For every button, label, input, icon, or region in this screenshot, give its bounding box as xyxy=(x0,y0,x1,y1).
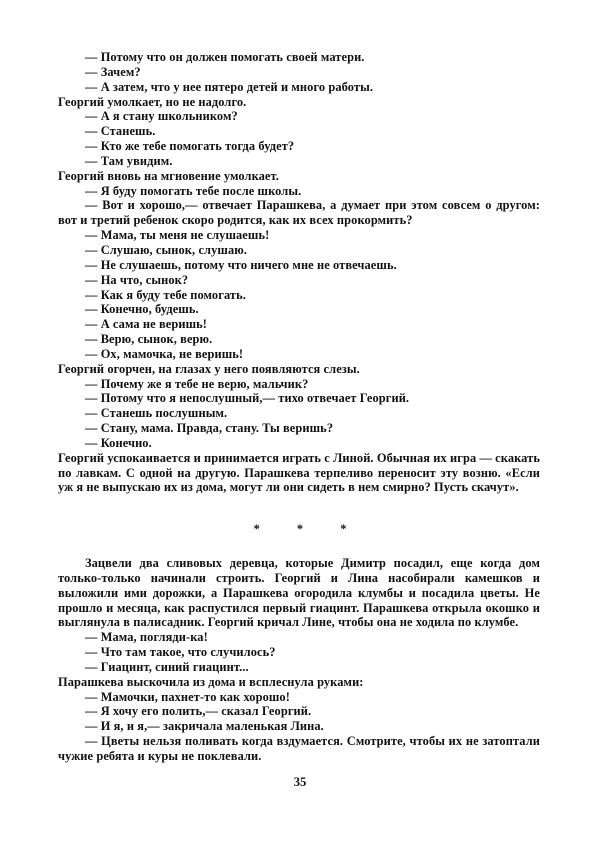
section-one-block-dialogue-17: — А сама не веришь! xyxy=(85,317,208,332)
section-two-block-dialogue-7: — И я, и я,— закричала маленькая Лина. xyxy=(85,719,324,734)
section-two-block-dialogue-5: — Мамочки, пахнет-то как хорошо! xyxy=(85,689,290,704)
section-two-block-dialogue-2: — Что там такое, что случилось? xyxy=(85,645,276,660)
section-one-block-dialogue-22: — Потому что я непослушный,— тихо отвечает Георгий. xyxy=(85,391,410,406)
page-number: 35 xyxy=(293,775,307,789)
section-one-block-dialogue-13: — Не слушаешь, потому что ничего мне не отвечаешь. xyxy=(85,257,397,272)
section-one-block-dialogue-para-10: — Вот и хорошо,— отвечает Парашкева, а думает при этом совсем о другом: вот и третий ребенок скоро родится, как их всех прокормить? xyxy=(58,198,540,228)
section-one-block-narrative-8: Георгий вновь на мгновение умолкает. xyxy=(58,168,279,183)
section-one-block-dialogue-0: — Потому что он должен помогать своей матери. xyxy=(85,50,365,64)
section-two-text-column xyxy=(58,556,540,764)
section-one-block-dialogue-9: — Я буду помогать тебе после школы. xyxy=(85,183,302,198)
section-one-block-narrative-para-26: Георгий успокаивается и принимается играть с Линой. Обычная их игра — скакать по лавкам. С одной на другую. Парашкева терпеливо переносит эту возню. «Если уж я не выпускаю их из дома, могут ли они сидеть в нем смирно? Пусть скачут». xyxy=(58,450,540,495)
section-two-block-narrative-4: Парашкева выскочила из дома и всплеснула руками: xyxy=(58,674,364,689)
section-one-block-dialogue-23: — Станешь послушным. xyxy=(85,406,228,421)
section-one-block-dialogue-16: — Конечно, будешь. xyxy=(85,302,199,317)
section-one-block-dialogue-24: — Стану, мама. Правда, стану. Ты веришь? xyxy=(85,421,334,436)
section-two-block-dialogue-6: — Я хочу его полить,— сказал Георгий. xyxy=(85,704,312,719)
section-one-block-dialogue-21: — Почему же я тебе не верю, мальчик? xyxy=(85,376,309,391)
section-two-block-dialogue-3: — Гиацинт, синий гиацинт... xyxy=(85,659,249,674)
section-two-block-dialogue-1: — Мама, погляди-ка! xyxy=(85,630,208,645)
section-one-block-dialogue-19: — Ох, мамочка, не веришь! xyxy=(85,346,244,361)
section-divider-asterisks: * * * xyxy=(253,522,364,536)
section-one-block-narrative-3: Георгий умолкает, но не надолго. xyxy=(58,94,247,109)
section-one-block-dialogue-25: — Конечно. xyxy=(85,435,152,450)
section-one-block-dialogue-7: — Там увидим. xyxy=(85,153,173,168)
section-one-text-column xyxy=(58,50,540,495)
section-one-block-dialogue-14: — На что, сынок? xyxy=(85,272,189,287)
section-two-block-narrative-para-indent-0: Зацвели два сливовых деревца, которые Димитр посадил, еще когда дом только-только начинали строить. Георгий и Лина насобирали камешков и выложили ими дорожки, а Парашкева огородила клумбы и посадила цветы. Не прошло и месяца, как распустился первый гиацинт. Парашкева открыла окошко и выглянула в палисадник. Георгий кричал Лине, чтобы она не ходила по клумбе. xyxy=(58,556,540,630)
section-one-block-dialogue-11: — Мама, ты меня не слушаешь! xyxy=(85,228,270,243)
section-one-block-dialogue-4: — А я стану школьником? xyxy=(85,109,238,124)
section-one-block-dialogue-12: — Слушаю, сынок, слушаю. xyxy=(85,242,248,257)
section-one-block-dialogue-5: — Станешь. xyxy=(85,124,156,139)
section-one-block-dialogue-18: — Верю, сынок, верю. xyxy=(85,332,213,347)
section-one-block-dialogue-15: — Как я буду тебе помогать. xyxy=(85,287,246,302)
section-one-block-dialogue-2: — А затем, что у нее пятеро детей и много работы. xyxy=(85,79,374,94)
section-one-block-narrative-20: Георгий огорчен, на глазах у него появляются слезы. xyxy=(58,361,360,376)
section-one-block-dialogue-1: — Зачем? xyxy=(85,64,141,79)
section-two-block-dialogue-para-8: — Цветы нельзя поливать когда вздумается. Смотрите, чтобы их не затоптали чужие ребята и куры не поклевали. xyxy=(58,734,540,763)
section-one-block-dialogue-6: — Кто же тебе помогать тогда будет? xyxy=(85,139,295,154)
